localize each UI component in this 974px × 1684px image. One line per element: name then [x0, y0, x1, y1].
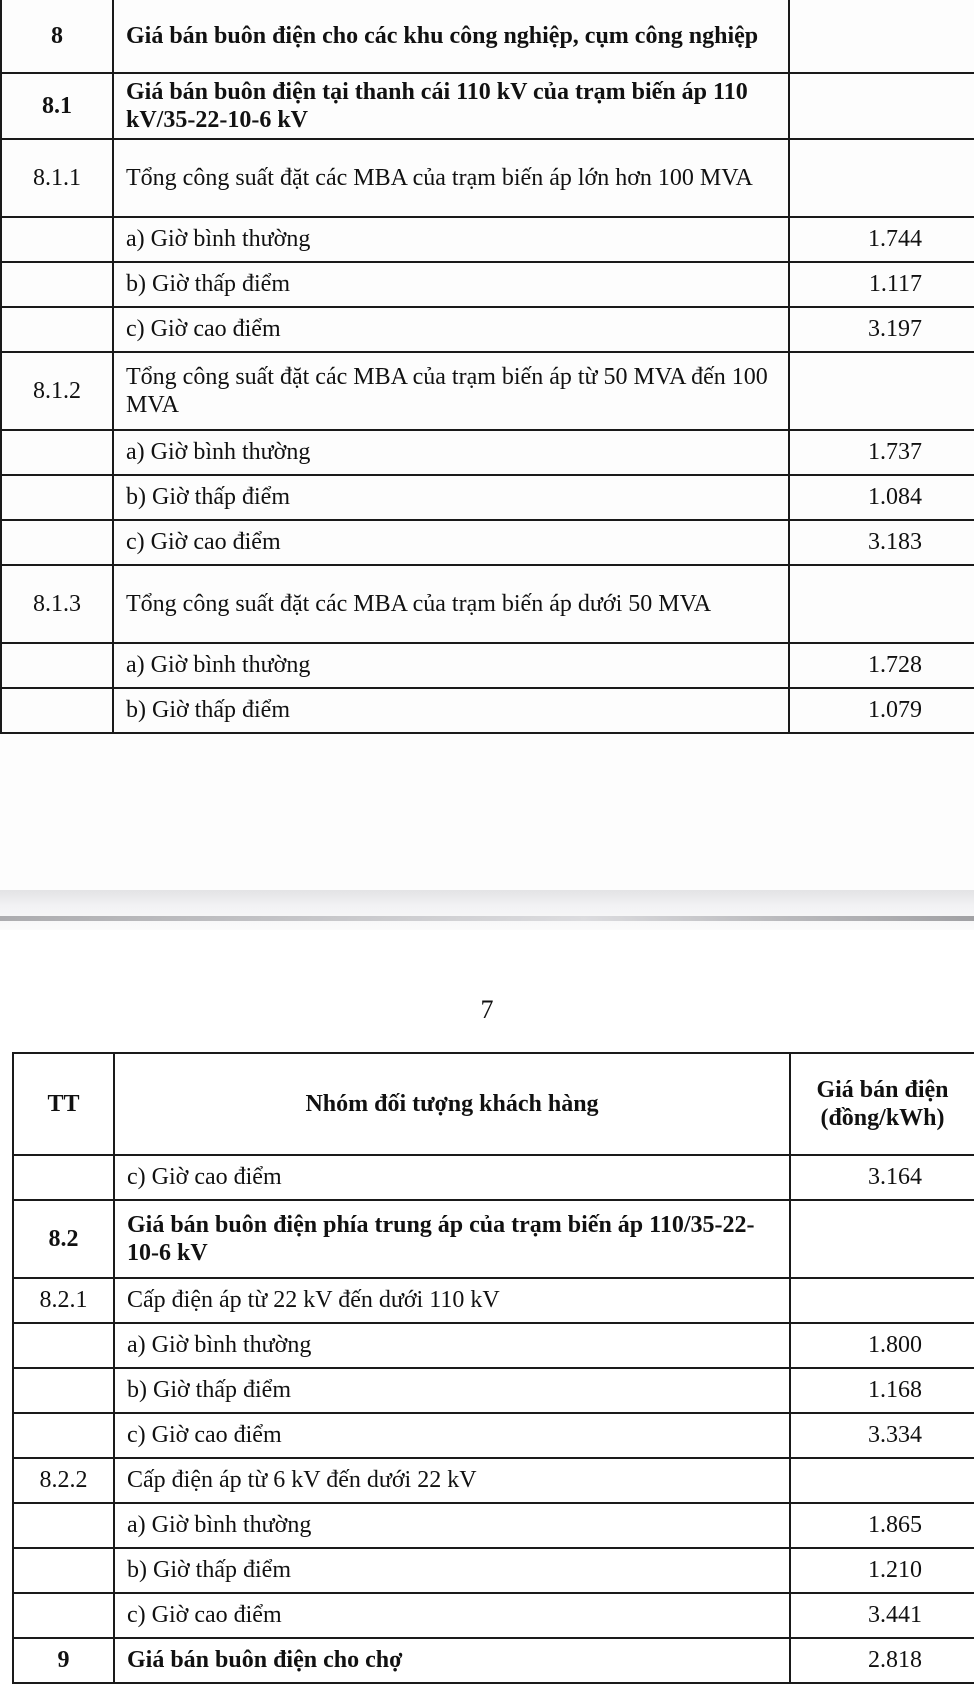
table-row [13, 1413, 974, 1458]
table-row [13, 1548, 974, 1593]
customer-group-cell: c) Giờ cao điểm [114, 1413, 790, 1458]
customer-group-cell: Tổng công suất đặt các MBA của trạm biến áp dưới 50 MVA [113, 565, 789, 643]
customer-group-cell: b) Giờ thấp điểm [114, 1368, 790, 1413]
price-cell: 1.737 [789, 430, 974, 475]
customer-group-cell: a) Giờ bình thường [113, 643, 789, 688]
price-table-bottom [12, 1052, 974, 1684]
customer-group-cell: c) Giờ cao điểm [113, 520, 789, 565]
price-table-top [0, 0, 974, 734]
price-cell [790, 1278, 974, 1323]
row-number [13, 1413, 114, 1458]
table-row [1, 73, 974, 139]
table-row [1, 139, 974, 217]
row-number: 8.1 [1, 73, 113, 139]
row-number: 8.1.1 [1, 139, 113, 217]
row-number: 9 [13, 1638, 114, 1683]
customer-group-cell: c) Giờ cao điểm [114, 1593, 790, 1638]
table-row [13, 1200, 974, 1278]
price-cell: 1.800 [790, 1323, 974, 1368]
customer-group-cell: Tổng công suất đặt các MBA của trạm biến áp lớn hơn 100 MVA [113, 139, 789, 217]
row-number [1, 307, 113, 352]
customer-group-cell: a) Giờ bình thường [114, 1503, 790, 1548]
price-cell: 3.197 [789, 307, 974, 352]
table-row [1, 643, 974, 688]
table-row [1, 352, 974, 430]
row-number [13, 1548, 114, 1593]
table-row [1, 520, 974, 565]
table-row [13, 1278, 974, 1323]
table-row [1, 262, 974, 307]
table-row [13, 1503, 974, 1548]
row-number [13, 1323, 114, 1368]
row-number [13, 1368, 114, 1413]
row-number [1, 217, 113, 262]
price-cell [789, 0, 974, 73]
table-row [1, 307, 974, 352]
price-cell: 3.183 [789, 520, 974, 565]
row-number: 8.2.2 [13, 1458, 114, 1503]
table-row [1, 430, 974, 475]
price-cell [789, 565, 974, 643]
customer-group-cell: a) Giờ bình thường [113, 217, 789, 262]
table-row [13, 1593, 974, 1638]
page-separator [0, 890, 974, 930]
price-table-top-body [1, 0, 974, 733]
price-cell [790, 1200, 974, 1278]
table-row [1, 565, 974, 643]
price-cell [790, 1458, 974, 1503]
row-number: 8.2 [13, 1200, 114, 1278]
header-price: Giá bán điện (đồng/kWh) [790, 1053, 974, 1155]
customer-group-cell: Giá bán buôn điện phía trung áp của trạm biến áp 110/35-22-10-6 kV [114, 1200, 790, 1278]
customer-group-cell: a) Giờ bình thường [113, 430, 789, 475]
price-cell: 1.728 [789, 643, 974, 688]
page-separator-line [0, 916, 974, 921]
header-customer-group: Nhóm đối tượng khách hàng [114, 1053, 790, 1155]
price-cell [789, 73, 974, 139]
row-number [13, 1503, 114, 1548]
price-table-bottom-body [13, 1155, 974, 1683]
row-number [1, 643, 113, 688]
customer-group-cell: Giá bán buôn điện cho chợ [114, 1638, 790, 1683]
row-number [1, 520, 113, 565]
row-number [13, 1155, 114, 1200]
row-number [1, 430, 113, 475]
row-number: 8.2.1 [13, 1278, 114, 1323]
header-tt: TT [13, 1053, 114, 1155]
table-row [1, 0, 974, 73]
row-number [1, 475, 113, 520]
price-cell: 1.744 [789, 217, 974, 262]
table-row [13, 1638, 974, 1683]
table-row [13, 1368, 974, 1413]
price-cell: 1.079 [789, 688, 974, 733]
customer-group-cell: Tổng công suất đặt các MBA của trạm biến áp từ 50 MVA đến 100 MVA [113, 352, 789, 430]
page-number: 7 [480, 995, 494, 1024]
customer-group-cell: Giá bán buôn điện tại thanh cái 110 kV của trạm biến áp 110 kV/35-22-10-6 kV [113, 73, 789, 139]
customer-group-cell: b) Giờ thấp điểm [113, 262, 789, 307]
table-row [1, 475, 974, 520]
price-cell [789, 352, 974, 430]
customer-group-cell: b) Giờ thấp điểm [114, 1548, 790, 1593]
table-row [1, 688, 974, 733]
table-header-row [13, 1053, 974, 1155]
customer-group-cell: Cấp điện áp từ 6 kV đến dưới 22 kV [114, 1458, 790, 1503]
price-cell: 3.164 [790, 1155, 974, 1200]
row-number: 8 [1, 0, 113, 73]
row-number: 8.1.2 [1, 352, 113, 430]
price-cell: 1.117 [789, 262, 974, 307]
customer-group-cell: b) Giờ thấp điểm [113, 475, 789, 520]
price-cell: 1.210 [790, 1548, 974, 1593]
customer-group-cell: c) Giờ cao điểm [114, 1155, 790, 1200]
customer-group-cell: Giá bán buôn điện cho các khu công nghiệp, cụm công nghiệp [113, 0, 789, 73]
table-row [13, 1323, 974, 1368]
table-row [1, 217, 974, 262]
row-number [13, 1593, 114, 1638]
price-cell [789, 139, 974, 217]
row-number [1, 688, 113, 733]
row-number: 8.1.3 [1, 565, 113, 643]
customer-group-cell: b) Giờ thấp điểm [113, 688, 789, 733]
document-page-bottom [0, 930, 974, 1684]
row-number [1, 262, 113, 307]
price-cell: 3.441 [790, 1593, 974, 1638]
customer-group-cell: c) Giờ cao điểm [113, 307, 789, 352]
customer-group-cell: Cấp điện áp từ 22 kV đến dưới 110 kV [114, 1278, 790, 1323]
table-row [13, 1458, 974, 1503]
price-cell: 1.084 [789, 475, 974, 520]
price-cell: 3.334 [790, 1413, 974, 1458]
price-cell: 1.168 [790, 1368, 974, 1413]
price-cell: 1.865 [790, 1503, 974, 1548]
table-row [13, 1155, 974, 1200]
customer-group-cell: a) Giờ bình thường [114, 1323, 790, 1368]
price-cell: 2.818 [790, 1638, 974, 1683]
